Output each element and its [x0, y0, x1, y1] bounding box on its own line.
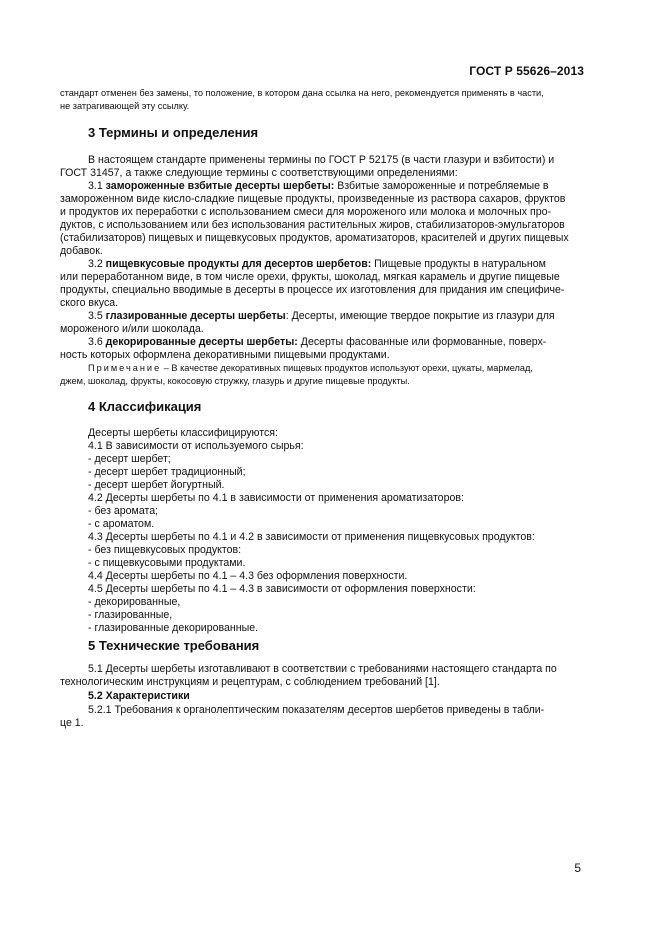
classification-line: - десерт шербет йогуртный. — [88, 479, 225, 491]
paragraph-line: замороженном виде кисло-сладкие пищевые продукты, произведенные из раствора сахаров, фруктов — [60, 193, 566, 205]
subsection-5-2-heading: 5.2 Характеристики — [88, 690, 190, 702]
term-name: глазированные десерты шербеты — [105, 310, 286, 322]
term-3-5: 3.5 глазированные десерты шербеты: Десерты, имеющие твердое покрытие из глазури для — [88, 310, 555, 322]
paragraph-line: ность которых оформлена декоративными пищевыми продуктами. — [60, 349, 390, 361]
classification-line: - глазированные декорированные. — [88, 622, 259, 634]
paragraph-line: (стабилизаторов) пищевых и пищевкусовых продуктов, ароматизаторов, красителей и других пищевых — [60, 232, 569, 244]
classification-line: Десерты шербеты классифицируются: — [88, 427, 278, 439]
note-line: джем, шоколад, фрукты, кокосовую стружку, глазурь и другие пищевые продукты. — [60, 376, 410, 386]
classification-line: 4.2 Десерты шербеты по 4.1 в зависимости от применения ароматизаторов: — [88, 492, 464, 504]
paragraph-line: мороженого и/или шоколада. — [60, 323, 204, 335]
classification-line: - десерт шербет; — [88, 453, 171, 465]
paragraph-line: ского вкуса. — [60, 297, 119, 309]
classification-line: - десерт шербет традиционный; — [88, 466, 246, 478]
paragraph-line: це 1. — [60, 717, 84, 729]
classification-line: - глазированные, — [88, 609, 173, 621]
term-name: замороженные взбитые десерты шербеты: — [105, 180, 335, 192]
paragraph-line: 5.1 Десерты шербеты изготавливают в соответствии с требованиями настоящего стандарта по — [88, 663, 557, 675]
classification-line: - с пищевкусовыми продуктами. — [88, 557, 246, 569]
paragraph-line: технологическим инструкциям и рецептурам, с соблюдением требований [1]. — [60, 676, 440, 688]
paragraph-line: продукты, специально вводимые в десерты в процессе их изготовления для придания им специфиче- — [60, 284, 565, 296]
section-3-heading: 3 Термины и определения — [88, 125, 259, 140]
term-name: пищевкусовые продукты для десертов шербетов: — [105, 258, 372, 270]
page-body — [60, 0, 582, 935]
document-id-header: ГОСТ Р 55626–2013 — [469, 64, 584, 78]
classification-line: 4.4 Десерты шербеты по 4.1 – 4.3 без оформления поверхности. — [88, 570, 408, 582]
term-3-2: 3.2 пищевкусовые продукты для десертов шербетов: Пищевые продукты в натуральном — [88, 258, 546, 270]
paragraph-line: и продуктов их переработки с использованием смеси для мороженого или молока и молочных про- — [60, 206, 551, 218]
section-4-heading: 4 Классификация — [88, 399, 202, 414]
note-label: Примечание — [88, 363, 162, 373]
intro-line: не затрагивающей эту ссылку. — [60, 101, 190, 111]
term-3-1: 3.1 замороженные взбитые десерты шербеты: Взбитые замороженные и потребляемые в — [88, 180, 549, 192]
note: Примечание – В качестве декоративных пищевых продуктов используют орехи, цукаты, мармелад, — [88, 363, 533, 373]
paragraph-line: ГОСТ 31457, а также следующие термины с соответствующими определениями: — [60, 167, 458, 179]
paragraph-line: В настоящем стандарте применены термины по ГОСТ Р 52175 (в части глазури и взбитости) и — [88, 154, 555, 166]
classification-line: 4.3 Десерты шербеты по 4.1 и 4.2 в зависимости от применения пищевкусовых продуктов: — [88, 531, 535, 543]
classification-line: 4.1 В зависимости от используемого сырья: — [88, 440, 304, 452]
paragraph-line: дуктов, с использованием или без использования растительных жиров, стабилизаторов-эмульгаторов — [60, 219, 565, 231]
page-number: 5 — [574, 861, 581, 875]
classification-line: - декорированные, — [88, 596, 181, 608]
term-3-6: 3.6 декорированные десерты шербеты: Десерты фасованные или формованные, поверх- — [88, 336, 547, 348]
paragraph-line: добавок. — [60, 245, 103, 257]
paragraph-line: или переработанном виде, в том числе орехи, фрукты, шоколад, мягкая карамель и другие пищевые — [60, 271, 560, 283]
classification-line: 4.5 Десерты шербеты по 4.1 – 4.3 в зависимости от оформления поверхности: — [88, 583, 476, 595]
section-5-heading: 5 Технические требования — [88, 638, 260, 653]
classification-line: - без аромата; — [88, 505, 159, 517]
paragraph-line: 5.2.1 Требования к органолептическим показателям десертов шербетов приведены в табли- — [88, 704, 545, 716]
classification-line: - без пищевкусовых продуктов: — [88, 544, 242, 556]
intro-line: стандарт отменен без замены, то положение, в котором дана ссылка на него, рекомендуется применять в части, — [60, 88, 544, 98]
term-name: декорированные десерты шербеты: — [105, 336, 298, 348]
classification-line: - с ароматом. — [88, 518, 155, 530]
